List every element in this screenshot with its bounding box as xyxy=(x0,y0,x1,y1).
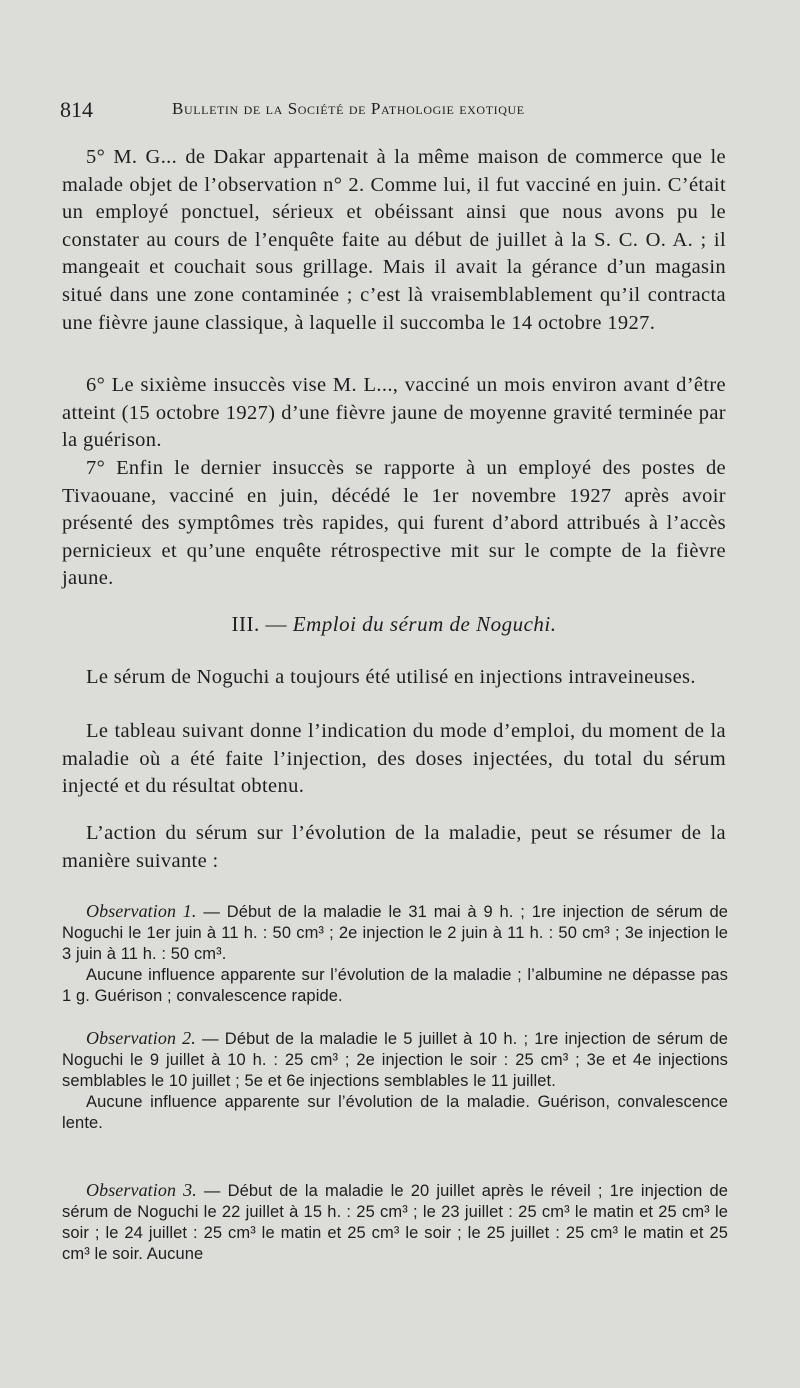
paragraph-case-7 xyxy=(62,455,726,593)
observation-body: — Début de la maladie le 20 juillet après le réveil ; 1re injection de sérum de Noguchi le 22 juillet à 15 h. : 25 cm³ ; le 23 juillet : 25 cm³ le matin et 25 cm³ le soir ; le 24 juillet : 25 cm³ le matin et 25 cm³ le soir ; le 25 juillet : 25 cm³ le matin et 25 cm³ le soir. Aucune xyxy=(62,1182,728,1263)
observation-body: — Début de la maladie le 5 juillet à 10 h. ; 1re injection de sérum de Noguchi le 9 juillet à 10 h. : 25 cm³ ; 2e injection le soir : 25 cm³ ; 3e et 4e injections semblables le 10 juillet ; 5e et 6e injections semblables le 11 juillet. xyxy=(62,1030,729,1090)
paragraph-text: Le sérum de Noguchi a toujours été utilisé en injections intraveineuses. xyxy=(86,666,696,688)
observation-text xyxy=(62,901,728,965)
paragraph-serum-action xyxy=(62,820,726,875)
observation-body: — Début de la maladie le 31 mai à 9 h. ; 1re injection de sérum de Noguchi le 1er juin à 11 h. : 50 cm³ ; 2e injection le 2 juin à 11 h. : 50 cm³ ; 3e injection le 3 juin à 11 h. : 50 cm³. xyxy=(62,903,729,963)
paragraph-case-6 xyxy=(62,372,726,455)
paragraph-case-5 xyxy=(62,144,726,337)
paragraph-text: L’action du sérum sur l’évolution de la maladie, peut se résumer de la manière suivante : xyxy=(62,822,726,872)
section-heading xyxy=(62,612,726,637)
observation-result: Aucune influence apparente sur l’évolution de la maladie. Guérison, convalescence lente. xyxy=(62,1093,728,1132)
running-head: Bulletin de la Société de Pathologie exotique xyxy=(172,99,525,118)
paragraph-text: Le tableau suivant donne l’indication du mode d’emploi, du moment de la maladie où a été faite l’injection, des doses injectées, du total du sérum injecté et du résultat obtenu. xyxy=(62,720,726,798)
observation-label: Observation 2. xyxy=(86,1028,196,1048)
observation-text xyxy=(62,1180,728,1265)
observation-label: Observation 1. xyxy=(86,901,197,921)
paragraph-serum-usage xyxy=(62,664,726,692)
page-header xyxy=(60,97,750,131)
paragraph-text: 6° Le sixième insuccès vise M. L..., vacciné un mois environ avant d’être atteint (15 octobre 1927) d’une fièvre jaune de moyenne gravité terminée par la guérison. xyxy=(62,374,726,452)
observation-3 xyxy=(62,1180,728,1265)
paragraph-table-description xyxy=(62,718,726,801)
observation-result: Aucune influence apparente sur l’évolution de la maladie ; l’albumine ne dépasse pas 1 g. Guérison ; convalescence rapide. xyxy=(62,966,728,1005)
paragraph-text: 7° Enfin le dernier insuccès se rapporte à un employé des postes de Tivaouane, vacciné en juin, décédé le 1er novembre 1927 après avoir présenté des symptômes très rapides, qui furent d’abord attribués à l’accès pernicieux et qu’une enquête rétrospective mit sur le compte de la fièvre jaune. xyxy=(62,457,726,590)
paragraph-text: 5° M. G... de Dakar appartenait à la même maison de commerce que le malade objet de l’observation n° 2. Comme lui, il fut vacciné en juin. C’était un employé ponctuel, sérieux et obéissant ainsi que nous avons pu le constater au cours de l’enquête faite au début de juillet à la S. C. O. A. ; il mangeait et couchait sous grillage. Mais il avait la gérance d’un magasin situé dans une zone contaminée ; c’est là vraisemblablement qu’il contracta une fièvre jaune classique, à laquelle il succomba le 14 octobre 1927. xyxy=(62,146,726,334)
observation-label: Observation 3. xyxy=(86,1180,197,1200)
observation-1 xyxy=(62,901,728,1007)
page-number: 814 xyxy=(60,97,93,122)
observation-text xyxy=(62,1028,728,1092)
section-numeral: III. — xyxy=(231,612,287,636)
section-title: Emploi du sérum de Noguchi. xyxy=(292,612,557,636)
observation-2 xyxy=(62,1028,728,1134)
